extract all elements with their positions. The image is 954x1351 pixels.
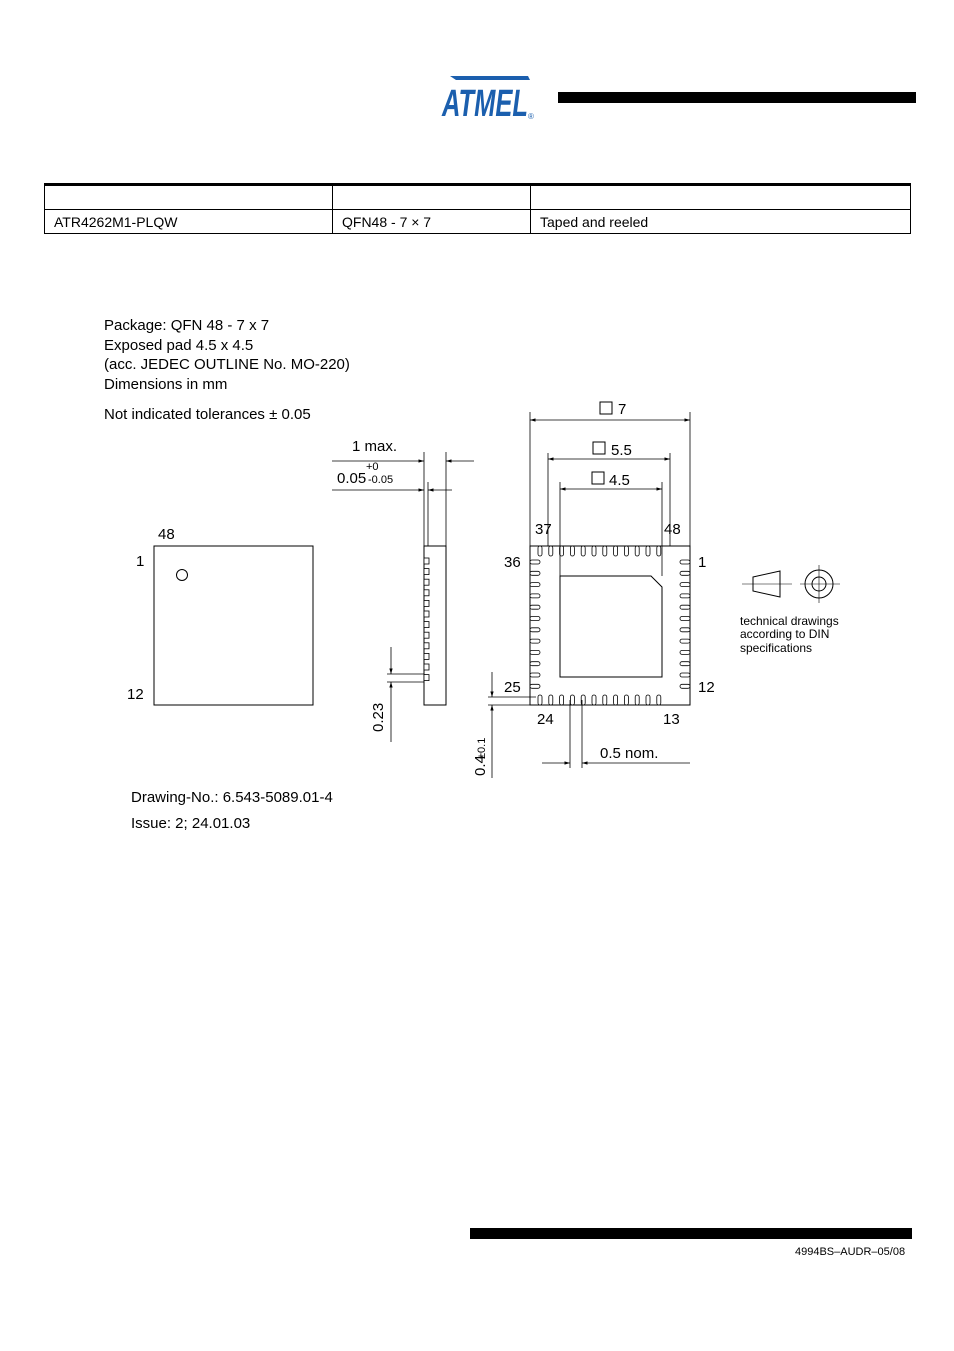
- bottom-view-body: [530, 546, 690, 705]
- footer-rule: [470, 1228, 912, 1239]
- package-cell: QFN48 - 7 × 7: [333, 210, 531, 234]
- square-symbol-icon: [592, 472, 604, 484]
- lead: [635, 695, 639, 705]
- top-pin-12-label: 12: [127, 686, 144, 703]
- lead: [680, 571, 690, 575]
- lead: [680, 594, 690, 598]
- package-info-line: Exposed pad 4.5 x 4.5: [104, 336, 254, 354]
- bottom-pin-24-label: 24: [537, 711, 554, 728]
- lead: [624, 695, 628, 705]
- remarks-cell: Taped and reeled: [531, 210, 911, 234]
- svg-text:®: ®: [528, 112, 534, 121]
- projection-symbol-icon: [742, 565, 840, 603]
- part-number-cell: ATR4262M1-PLQW: [45, 210, 333, 234]
- bottom-pin-12-label: 12: [698, 679, 715, 696]
- bottom-leads: [530, 546, 690, 705]
- lead: [635, 546, 639, 556]
- lead: [581, 546, 585, 556]
- bottom-pin-1-label: 1: [698, 554, 707, 571]
- lead: [614, 546, 618, 556]
- top-pin-48-label: 48: [158, 526, 175, 543]
- bottom-pin-25-label: 25: [504, 679, 521, 696]
- lead: [680, 662, 690, 666]
- lead: [530, 639, 540, 643]
- lead: [592, 546, 596, 556]
- lead: [603, 546, 607, 556]
- standoff-plus-label: +0: [366, 461, 379, 473]
- lead: [424, 590, 429, 596]
- package-info-line: (acc. JEDEC OUTLINE No. MO-220): [104, 356, 350, 373]
- issue-date: Issue: 2; 24.01.03: [131, 815, 251, 832]
- lead: [646, 695, 650, 705]
- standoff-label: 0.05: [337, 470, 367, 487]
- projection-note-line: according to DIN: [740, 627, 830, 641]
- lead: [657, 546, 661, 556]
- pitch-label: 0.5 nom.: [600, 745, 659, 762]
- lead: [424, 600, 429, 606]
- lead: [530, 583, 540, 587]
- lead: [680, 639, 690, 643]
- lead: [646, 546, 650, 556]
- lead: [538, 546, 542, 556]
- lead: [680, 684, 690, 688]
- lead: [680, 583, 690, 587]
- pad-size-label: 4.5: [609, 472, 630, 489]
- lead: [680, 628, 690, 632]
- lead: [530, 571, 540, 575]
- lead: [624, 546, 628, 556]
- bottom-pin-48-label: 48: [664, 521, 681, 538]
- square-symbol-icon: [593, 442, 605, 454]
- lead: [549, 546, 553, 556]
- lead: [530, 594, 540, 598]
- side-leads: [424, 558, 429, 681]
- tolerance-note: Not indicated tolerances ± 0.05: [104, 406, 311, 423]
- lead: [530, 662, 540, 666]
- max-height-label: 1 max.: [352, 438, 398, 455]
- lead: [680, 560, 690, 564]
- lead: [424, 643, 429, 649]
- lead: [680, 605, 690, 609]
- lead-length-label: 0.4: [472, 755, 489, 776]
- bottom-pin-37-label: 37: [535, 521, 552, 538]
- lead: [424, 558, 429, 564]
- lead: [424, 664, 429, 670]
- lead: [680, 673, 690, 677]
- lead-length-dimension: [472, 738, 489, 776]
- lead: [603, 695, 607, 705]
- lead: [614, 695, 618, 705]
- projection-note-line: specifications: [740, 641, 813, 655]
- lead: [657, 695, 661, 705]
- projection-note-line: technical drawings: [740, 614, 839, 628]
- lead: [530, 605, 540, 609]
- lead: [424, 622, 429, 628]
- drawing-number: Drawing-No.: 6.543-5089.01-4: [131, 789, 333, 806]
- top-pin-1-label: 1: [136, 553, 145, 570]
- lead: [530, 684, 540, 688]
- standoff-minus-label: -0.05: [368, 474, 394, 486]
- lead: [680, 617, 690, 621]
- lead: [424, 611, 429, 617]
- body-size-label: 7: [618, 401, 627, 418]
- exposed-pad: [560, 576, 662, 677]
- lead: [530, 650, 540, 654]
- lead: [549, 695, 553, 705]
- side-view: [332, 452, 474, 742]
- lead: [530, 628, 540, 632]
- lead: [424, 579, 429, 585]
- bottom-pin-36-label: 36: [504, 554, 521, 571]
- lead: [680, 650, 690, 654]
- document-code: 4994BS–AUDR–05/08: [795, 1246, 906, 1258]
- lead: [424, 675, 429, 681]
- lead: [560, 695, 564, 705]
- lead: [592, 695, 596, 705]
- package-info-line: Dimensions in mm: [104, 375, 228, 393]
- lead: [424, 569, 429, 575]
- lead: [538, 695, 542, 705]
- bottom-view: [488, 412, 690, 778]
- lead: [424, 632, 429, 638]
- lead: [570, 546, 574, 556]
- square-symbol-icon: [600, 402, 612, 414]
- lead-length-tol-label: ±0.1: [476, 737, 488, 759]
- lead: [530, 617, 540, 621]
- lead: [570, 695, 574, 705]
- bottom-pin-13-label: 13: [663, 711, 680, 728]
- package-info-line: Package: QFN 48 - 7 x 7: [104, 317, 270, 334]
- top-view: [127, 526, 313, 705]
- top-view-body: [154, 546, 313, 705]
- lead-span-label: 5.5: [611, 442, 632, 459]
- svg-text:ATMEL: ATMEL: [441, 83, 528, 122]
- lead: [530, 673, 540, 677]
- lead-width-label: 0.23: [370, 702, 387, 732]
- pin1-marker: [177, 570, 188, 581]
- lead: [530, 560, 540, 564]
- lead: [424, 653, 429, 659]
